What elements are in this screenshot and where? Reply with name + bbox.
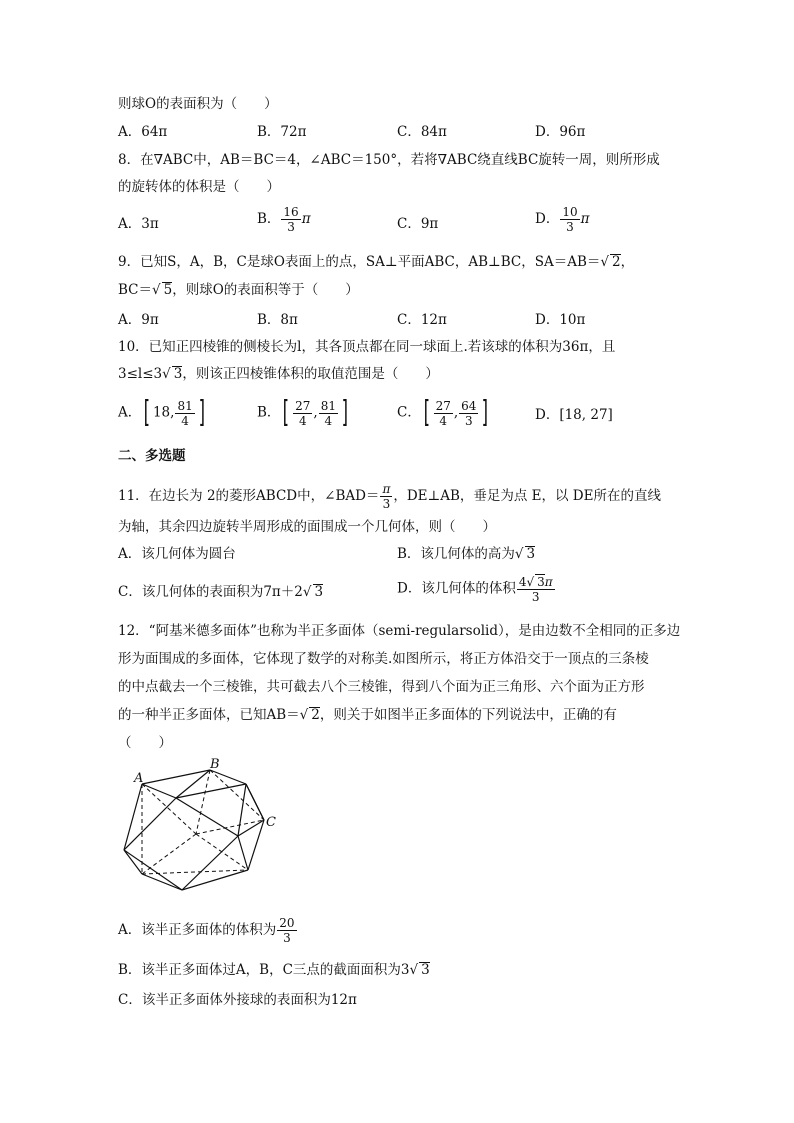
q12-option-c: C．该半正多面体外接球的表面积为12π	[118, 992, 357, 1008]
figure-hidden-edge	[210, 770, 264, 820]
q10-option-d: D．[18, 27]	[535, 407, 613, 423]
q12-stem-line4: 的一种半正多面体，已知AB＝√ 2，则关于如图半正多面体的下列说法中，正确的有	[118, 707, 617, 723]
q8-option-b: B． $\frac{16}{3}$ π	[257, 205, 311, 234]
figure-edge	[238, 836, 248, 870]
figure-edge	[176, 798, 238, 836]
q10-option-c: C．[ $\frac{27}{4}$ , $\frac{64}{3}$ ]	[397, 395, 489, 430]
figure-edge	[142, 784, 176, 798]
q9-stem-line1: 9．已知S，A，B，C是球O表面上的点，SA⊥平面ABC，AB⊥BC，SA＝AB＝√ 2，	[118, 254, 635, 270]
q9-option-c: C．12π	[397, 312, 447, 328]
q11-stem-line2: 为轴，其余四边旋转半周形成的面围成一个几何体，则（ ）	[118, 519, 496, 535]
q12-stem-line2: 形为面围成的多面体，它体现了数学的对称美.如图所示，将正方体沿交于一顶点的三条棱	[118, 651, 649, 667]
figure-hidden-edge	[142, 870, 248, 874]
figure-edge	[210, 770, 246, 784]
cuboctahedron-figure	[118, 754, 288, 904]
q10-stem-line1: 10．已知正四棱锥的侧棱长为l，其各顶点都在同一球面上.若该球的体积为36π，且	[118, 339, 616, 355]
q12-stem-line3: 的中点截去一个三棱锥，共可截去八个三棱锥，得到八个面为正三角形、六个面为正方形	[118, 679, 645, 695]
figure-hidden-edge	[196, 834, 248, 870]
q12-option-b: B．该半正多面体过A，B，C三点的截面面积为3√ 3	[118, 962, 430, 978]
figure-label-c: C	[266, 815, 276, 830]
q11-option-b: B．该几何体的高为√ 3	[397, 546, 536, 562]
figure-edge	[248, 820, 264, 870]
q8-option-a: A．3π	[118, 216, 159, 232]
q11-option-a: A．该几何体为圆台	[118, 546, 236, 562]
figure-edge	[176, 784, 246, 798]
q12-stem-line5: （ ）	[118, 735, 172, 751]
q9-stem-line2: BC＝√ 5，则球O的表面积等于（ ）	[118, 282, 359, 298]
q7-option-a: A．64π	[118, 124, 168, 140]
q9-option-b: B．8π	[257, 312, 298, 328]
figure-hidden-edge	[142, 784, 196, 834]
figure-edge	[238, 784, 246, 836]
q11-stem-line1: 11．在边长为 2的菱形ABCD中，∠BAD＝ $\frac{\pi}{3}$ ，DE⊥AB，垂足为点 E，以 DE所在的直线	[118, 482, 661, 511]
q7-option-c: C．84π	[397, 124, 447, 140]
figure-label-a: A	[134, 771, 144, 786]
q8-option-d-fraction: $\frac{10}{3}$	[562, 205, 578, 234]
q7-option-b: B．72π	[257, 124, 307, 140]
q8-stem-line1: 8．在∇ABC中，AB＝BC＝4，∠ABC＝150°，若将∇ABC绕直线BC旋转一周，则所形成	[118, 152, 660, 168]
figure-label-b: B	[210, 757, 220, 772]
q10-option-b: B．[ $\frac{27}{4}$ , $\frac{81}{4}$ ]	[257, 395, 349, 430]
figure-edge	[142, 770, 210, 784]
q10-stem-line2: 3≤l≤3√ 3，则该正四棱锥体积的取值范围是（ ）	[118, 366, 439, 382]
q12-stem-line1: 12．“阿基米德多面体”也称为半正多面体（semi-regularsolid），是由边数不全相同的正多边	[118, 623, 681, 639]
q7-option-d: D．96π	[535, 124, 586, 140]
q11-option-d: D．该几何体的体积 $\frac{4√ 3\pi}{3}$	[397, 575, 553, 604]
figure-edge	[124, 850, 142, 874]
figure-edge	[124, 850, 182, 890]
q9-option-a: A．9π	[118, 312, 159, 328]
q8-option-c: C．9π	[397, 216, 439, 232]
q9-option-d: D．10π	[535, 312, 586, 328]
q12-option-a: A．该半正多面体的体积为 $\frac{20}{3}$	[118, 916, 295, 945]
figure-hidden-edge	[142, 834, 196, 874]
q7-stem: 则球O的表面积为（ ）	[118, 96, 278, 112]
section-heading-multiple-choice: 二、多选题	[118, 448, 186, 464]
q11-option-c: C．该几何体的表面积为7π＋2√ 3	[118, 584, 324, 600]
figure-edge	[246, 784, 264, 820]
figure-edge	[124, 798, 176, 850]
figure-edge	[124, 784, 142, 850]
figure-hidden-edge	[196, 820, 264, 834]
q10-option-a: A．[ 18, $\frac{81}{4}$ ]	[118, 395, 205, 430]
q8-stem-line2: 的旋转体的体积是（ ）	[118, 179, 280, 195]
q8-option-b-fraction: $\frac{16}{3}$	[283, 205, 299, 234]
q8-option-d: D． $\frac{10}{3}$ π	[535, 205, 590, 234]
